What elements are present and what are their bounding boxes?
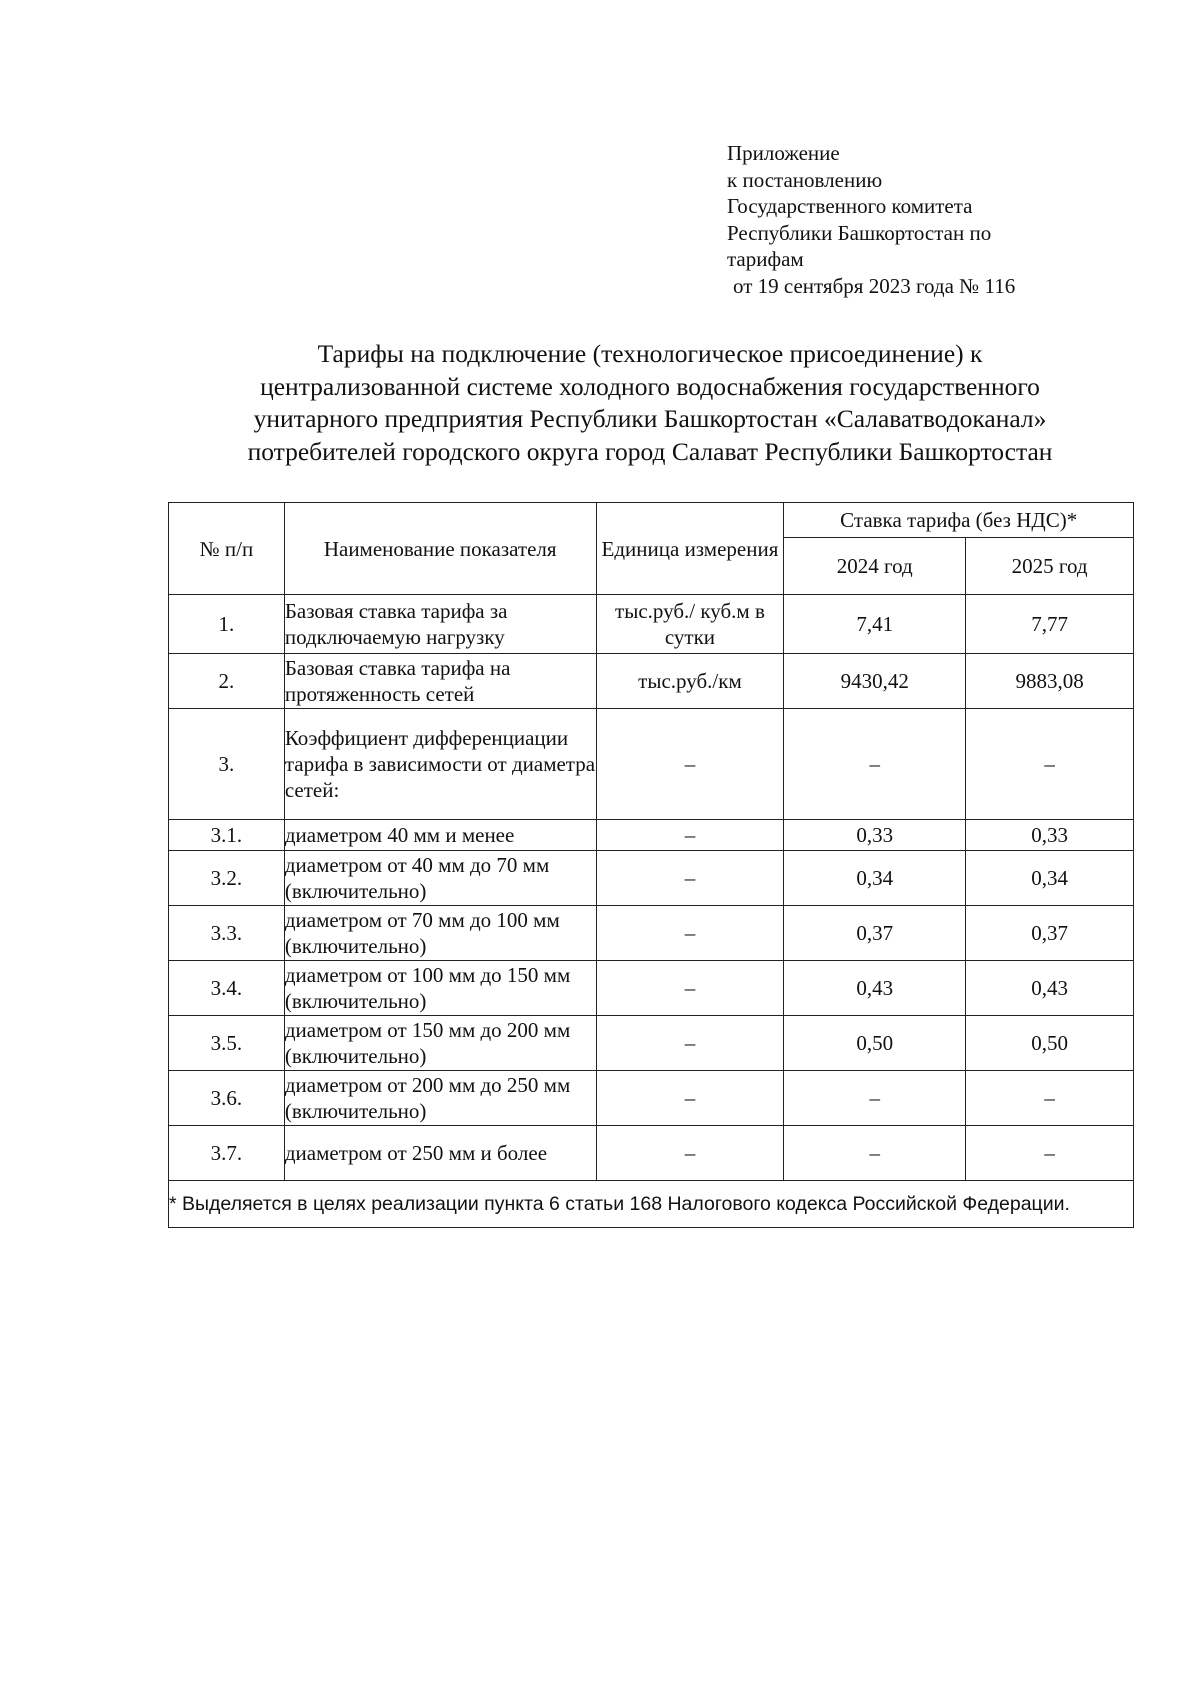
table-row	[169, 595, 1134, 654]
row-unit: тыс.руб./км	[596, 654, 784, 709]
row-value-2024: 0,37	[784, 906, 966, 961]
row-value-2024: 0,50	[784, 1016, 966, 1071]
table-row	[169, 1016, 1134, 1071]
row-num: 3.5.	[169, 1016, 285, 1071]
row-value-2025: 9883,08	[966, 654, 1134, 709]
document-title	[130, 338, 1170, 468]
row-num: 3.3.	[169, 906, 285, 961]
row-num: 3.	[169, 709, 285, 820]
row-value-2024: 0,33	[784, 820, 966, 851]
table-row	[169, 709, 1134, 820]
appendix-line: Государственного комитета	[727, 194, 973, 218]
row-num: 1.	[169, 595, 285, 654]
appendix-line: Республики Башкортостан по	[727, 220, 992, 245]
row-unit: –	[596, 820, 784, 851]
row-unit: тыс.руб./ куб.м в сутки	[596, 595, 784, 654]
header-unit: Единица измерения	[596, 503, 784, 595]
row-unit: –	[596, 906, 784, 961]
row-name: Коэффициент дифференциации тарифа в зависимости от диаметра сетей:	[284, 709, 596, 820]
header-name: Наименование показателя	[284, 503, 596, 595]
row-value-2025: 0,43	[966, 961, 1134, 1016]
appendix-line: тарифам	[727, 247, 804, 271]
row-name: диаметром 40 мм и менее	[284, 820, 596, 851]
table-row	[169, 906, 1134, 961]
table-row	[169, 961, 1134, 1016]
appendix-line: к постановлению	[727, 167, 883, 192]
row-name: диаметром от 150 мм до 200 мм (включительно)	[284, 1016, 596, 1071]
row-value-2024: 7,41	[784, 595, 966, 654]
row-value-2025: 0,37	[966, 906, 1134, 961]
row-num: 3.1.	[169, 820, 285, 851]
row-value-2025: –	[966, 1071, 1134, 1126]
row-value-2025: 0,34	[966, 851, 1134, 906]
footnote-row	[169, 1181, 1134, 1228]
row-value-2025: 0,33	[966, 820, 1134, 851]
table-row	[169, 1071, 1134, 1126]
row-num: 3.4.	[169, 961, 285, 1016]
table-row	[169, 851, 1134, 906]
row-value-2025: 7,77	[966, 595, 1134, 654]
table-row	[169, 1126, 1134, 1181]
footnote: * Выделяется в целях реализации пункта 6 статьи 168 Налогового кодекса Российской Федерации.	[169, 1181, 1134, 1228]
header-year-2024: 2024 год	[784, 538, 966, 595]
appendix-line: Приложение	[727, 141, 840, 165]
row-value-2024: –	[784, 1071, 966, 1126]
row-num: 3.7.	[169, 1126, 285, 1181]
row-unit: –	[596, 851, 784, 906]
row-name: Базовая ставка тарифа на протяженность сетей	[284, 654, 596, 709]
row-name: диаметром от 200 мм до 250 мм (включительно)	[284, 1071, 596, 1126]
title-line: потребителей городского округа город Салават Республики Башкортостан	[247, 436, 1053, 466]
title-line: Тарифы на подключение (технологическое присоединение) к	[317, 339, 983, 368]
row-unit: –	[596, 1071, 784, 1126]
row-value-2024: –	[784, 709, 966, 820]
table-header-row	[169, 503, 1134, 538]
row-name: диаметром от 250 мм и более	[284, 1126, 596, 1181]
row-value-2024: 9430,42	[784, 654, 966, 709]
row-value-2025: –	[966, 1126, 1134, 1181]
row-value-2024: 0,34	[784, 851, 966, 906]
header-num: № п/п	[169, 503, 285, 595]
appendix-block	[727, 140, 1147, 299]
table-row	[169, 820, 1134, 851]
appendix-date-line: от 19 сентября 2023 года № 116	[733, 273, 1016, 298]
table-row	[169, 654, 1134, 709]
title-line: централизованной системе холодного водоснабжения государственного	[260, 371, 1040, 401]
row-name: диаметром от 40 мм до 70 мм (включительно)	[284, 851, 596, 906]
row-num: 3.2.	[169, 851, 285, 906]
row-value-2024: –	[784, 1126, 966, 1181]
row-name: диаметром от 100 мм до 150 мм (включительно)	[284, 961, 596, 1016]
row-unit: –	[596, 709, 784, 820]
row-unit: –	[596, 1126, 784, 1181]
header-rate: Ставка тарифа (без НДС)*	[784, 503, 1134, 538]
row-value-2024: 0,43	[784, 961, 966, 1016]
tariff-table	[168, 502, 1134, 1228]
row-num: 3.6.	[169, 1071, 285, 1126]
row-unit: –	[596, 1016, 784, 1071]
title-line: унитарного предприятия Республики Башкортостан «Салаватводоканал»	[253, 404, 1047, 433]
row-unit: –	[596, 961, 784, 1016]
row-value-2025: 0,50	[966, 1016, 1134, 1071]
row-value-2025: –	[966, 709, 1134, 820]
row-name: Базовая ставка тарифа за подключаемую нагрузку	[284, 595, 596, 654]
header-year-2025: 2025 год	[966, 538, 1134, 595]
row-name: диаметром от 70 мм до 100 мм (включительно)	[284, 906, 596, 961]
row-num: 2.	[169, 654, 285, 709]
